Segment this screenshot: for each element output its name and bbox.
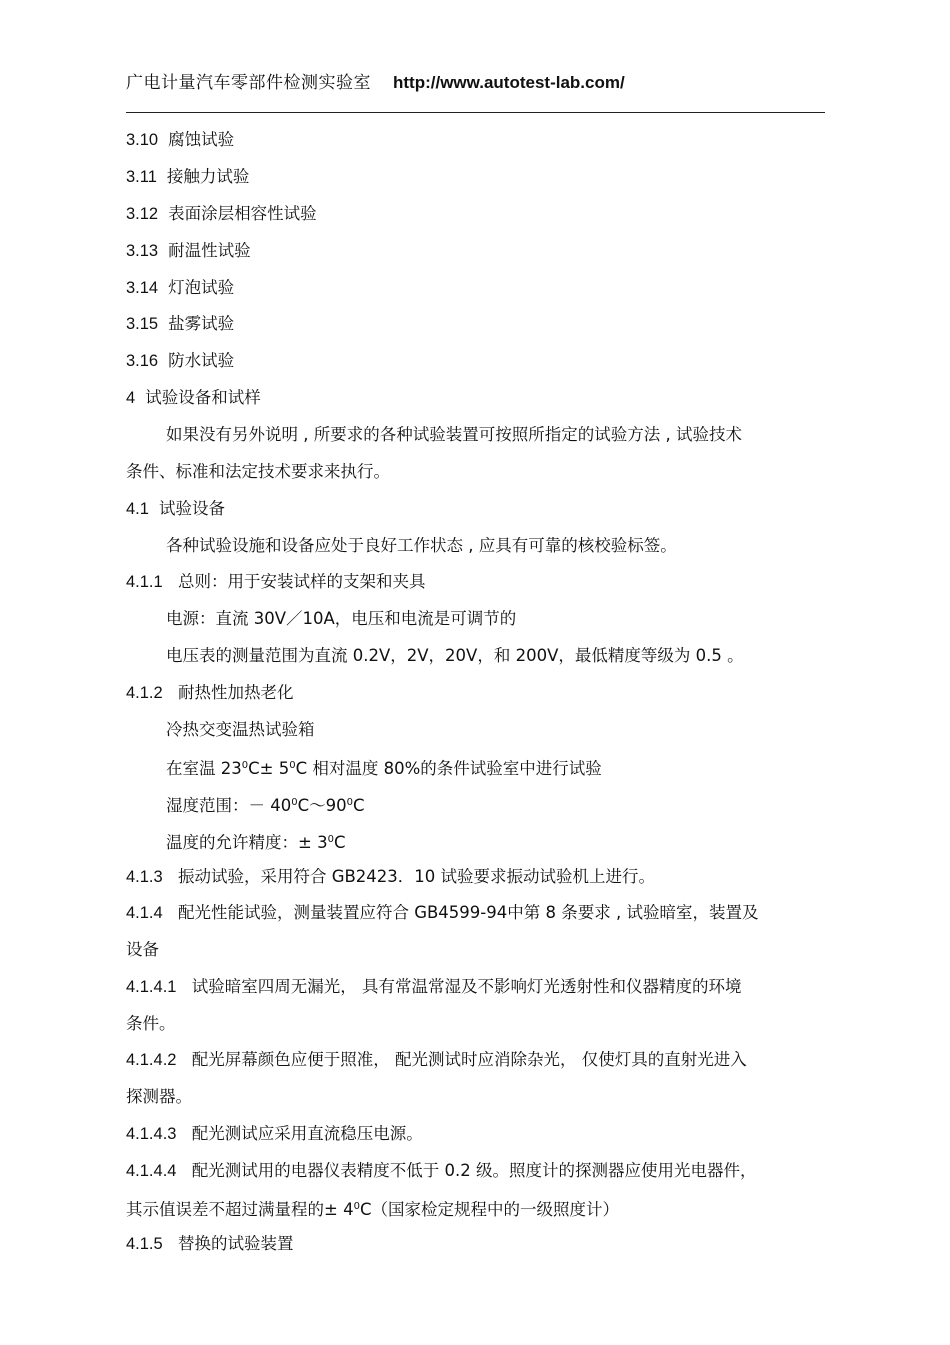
- paragraph-line: 探测器。: [126, 1087, 192, 1106]
- heading-4-1-4-3: 4.1.4.3 配光测试应采用直流稳压电源。: [126, 1124, 423, 1143]
- paragraph-line: 条件、标准和法定技术要求来执行。: [126, 462, 390, 481]
- heading-3-14: 3.14 灯泡试验: [126, 278, 235, 297]
- heading-3-15: 3.15 盐雾试验: [126, 314, 235, 333]
- heading-4-1-4: 4.1.4 配光性能试验，测量装置应符合 GB4599-94中第 8 条要求 , 试验暗室，装置及: [126, 903, 759, 922]
- heading-3-16: 3.16 防水试验: [126, 351, 235, 370]
- heading-4-1-4-2: 4.1.4.2 配光屏幕颜色应便于照准， 配光测试时应消除杂光， 仅使灯具的直射光进入: [126, 1050, 747, 1069]
- paragraph-line: 设备: [126, 940, 159, 959]
- header-organization: 广电计量汽车零部件检测实验室: [126, 73, 371, 93]
- heading-4-1-4-4: 4.1.4.4 配光测试用的电器仪表精度不低于 0.2 级。照度计的探测器应使用光电器件，: [126, 1161, 757, 1180]
- paragraph-line: 湿度范围：－ $40^0C\sim 90^0C$: [166, 796, 365, 815]
- page-header: [126, 68, 826, 96]
- paragraph-line: 在室温 $23^0C\pm 5^0C$ 相对温度 80%的条件试验室中进行试验: [166, 759, 602, 778]
- heading-4-1-5: 4.1.5 替换的试验装置: [126, 1234, 294, 1253]
- heading-3-11: 3.11 接触力试验: [126, 167, 250, 186]
- heading-4-1-2: 4.1.2 耐热性加热老化: [126, 683, 294, 702]
- header-url: http://www.autotest-lab.com/: [393, 73, 625, 92]
- paragraph-line: 电源：直流 30V／10A，电压和电流是可调节的: [166, 609, 517, 628]
- heading-4-1: 4.1 试验设备: [126, 499, 225, 518]
- paragraph-line: 温度的允许精度：± $3^0C$: [166, 833, 346, 852]
- heading-3-12: 3.12 表面涂层相容性试验: [126, 204, 317, 223]
- paragraph-line: 如果没有另外说明 , 所要求的各种试验装置可按照所指定的试验方法 , 试验技术: [166, 425, 742, 444]
- heading-4-1-1: 4.1.1 总则：用于安装试样的支架和夹具: [126, 572, 426, 591]
- header-rule: [126, 112, 825, 113]
- heading-3-13: 3.13 耐温性试验: [126, 241, 251, 260]
- paragraph-line: 各种试验设施和设备应处于良好工作状态 , 应具有可靠的核校验标签。: [166, 536, 677, 555]
- paragraph-line: 冷热交变温热试验箱: [166, 720, 315, 739]
- paragraph-line: 其示值误差不超过满量程的± $4^0C$（国家检定规程中的一级照度计）: [126, 1200, 619, 1219]
- paragraph-line: 电压表的测量范围为直流 0.2V，2V，20V，和 200V，最低精度等级为 0.5 。: [166, 646, 744, 665]
- heading-3-10: 3.10 腐蚀试验: [126, 130, 235, 149]
- paragraph-line: 条件。: [126, 1014, 176, 1033]
- heading-4: 4 试验设备和试样: [126, 388, 261, 407]
- heading-4-1-4-1: 4.1.4.1 试验暗室四周无漏光， 具有常温常湿及不影响灯光透射性和仪器精度的环境: [126, 977, 742, 996]
- heading-4-1-3: 4.1.3 振动试验，采用符合 GB2423．10 试验要求振动试验机上进行。: [126, 867, 656, 886]
